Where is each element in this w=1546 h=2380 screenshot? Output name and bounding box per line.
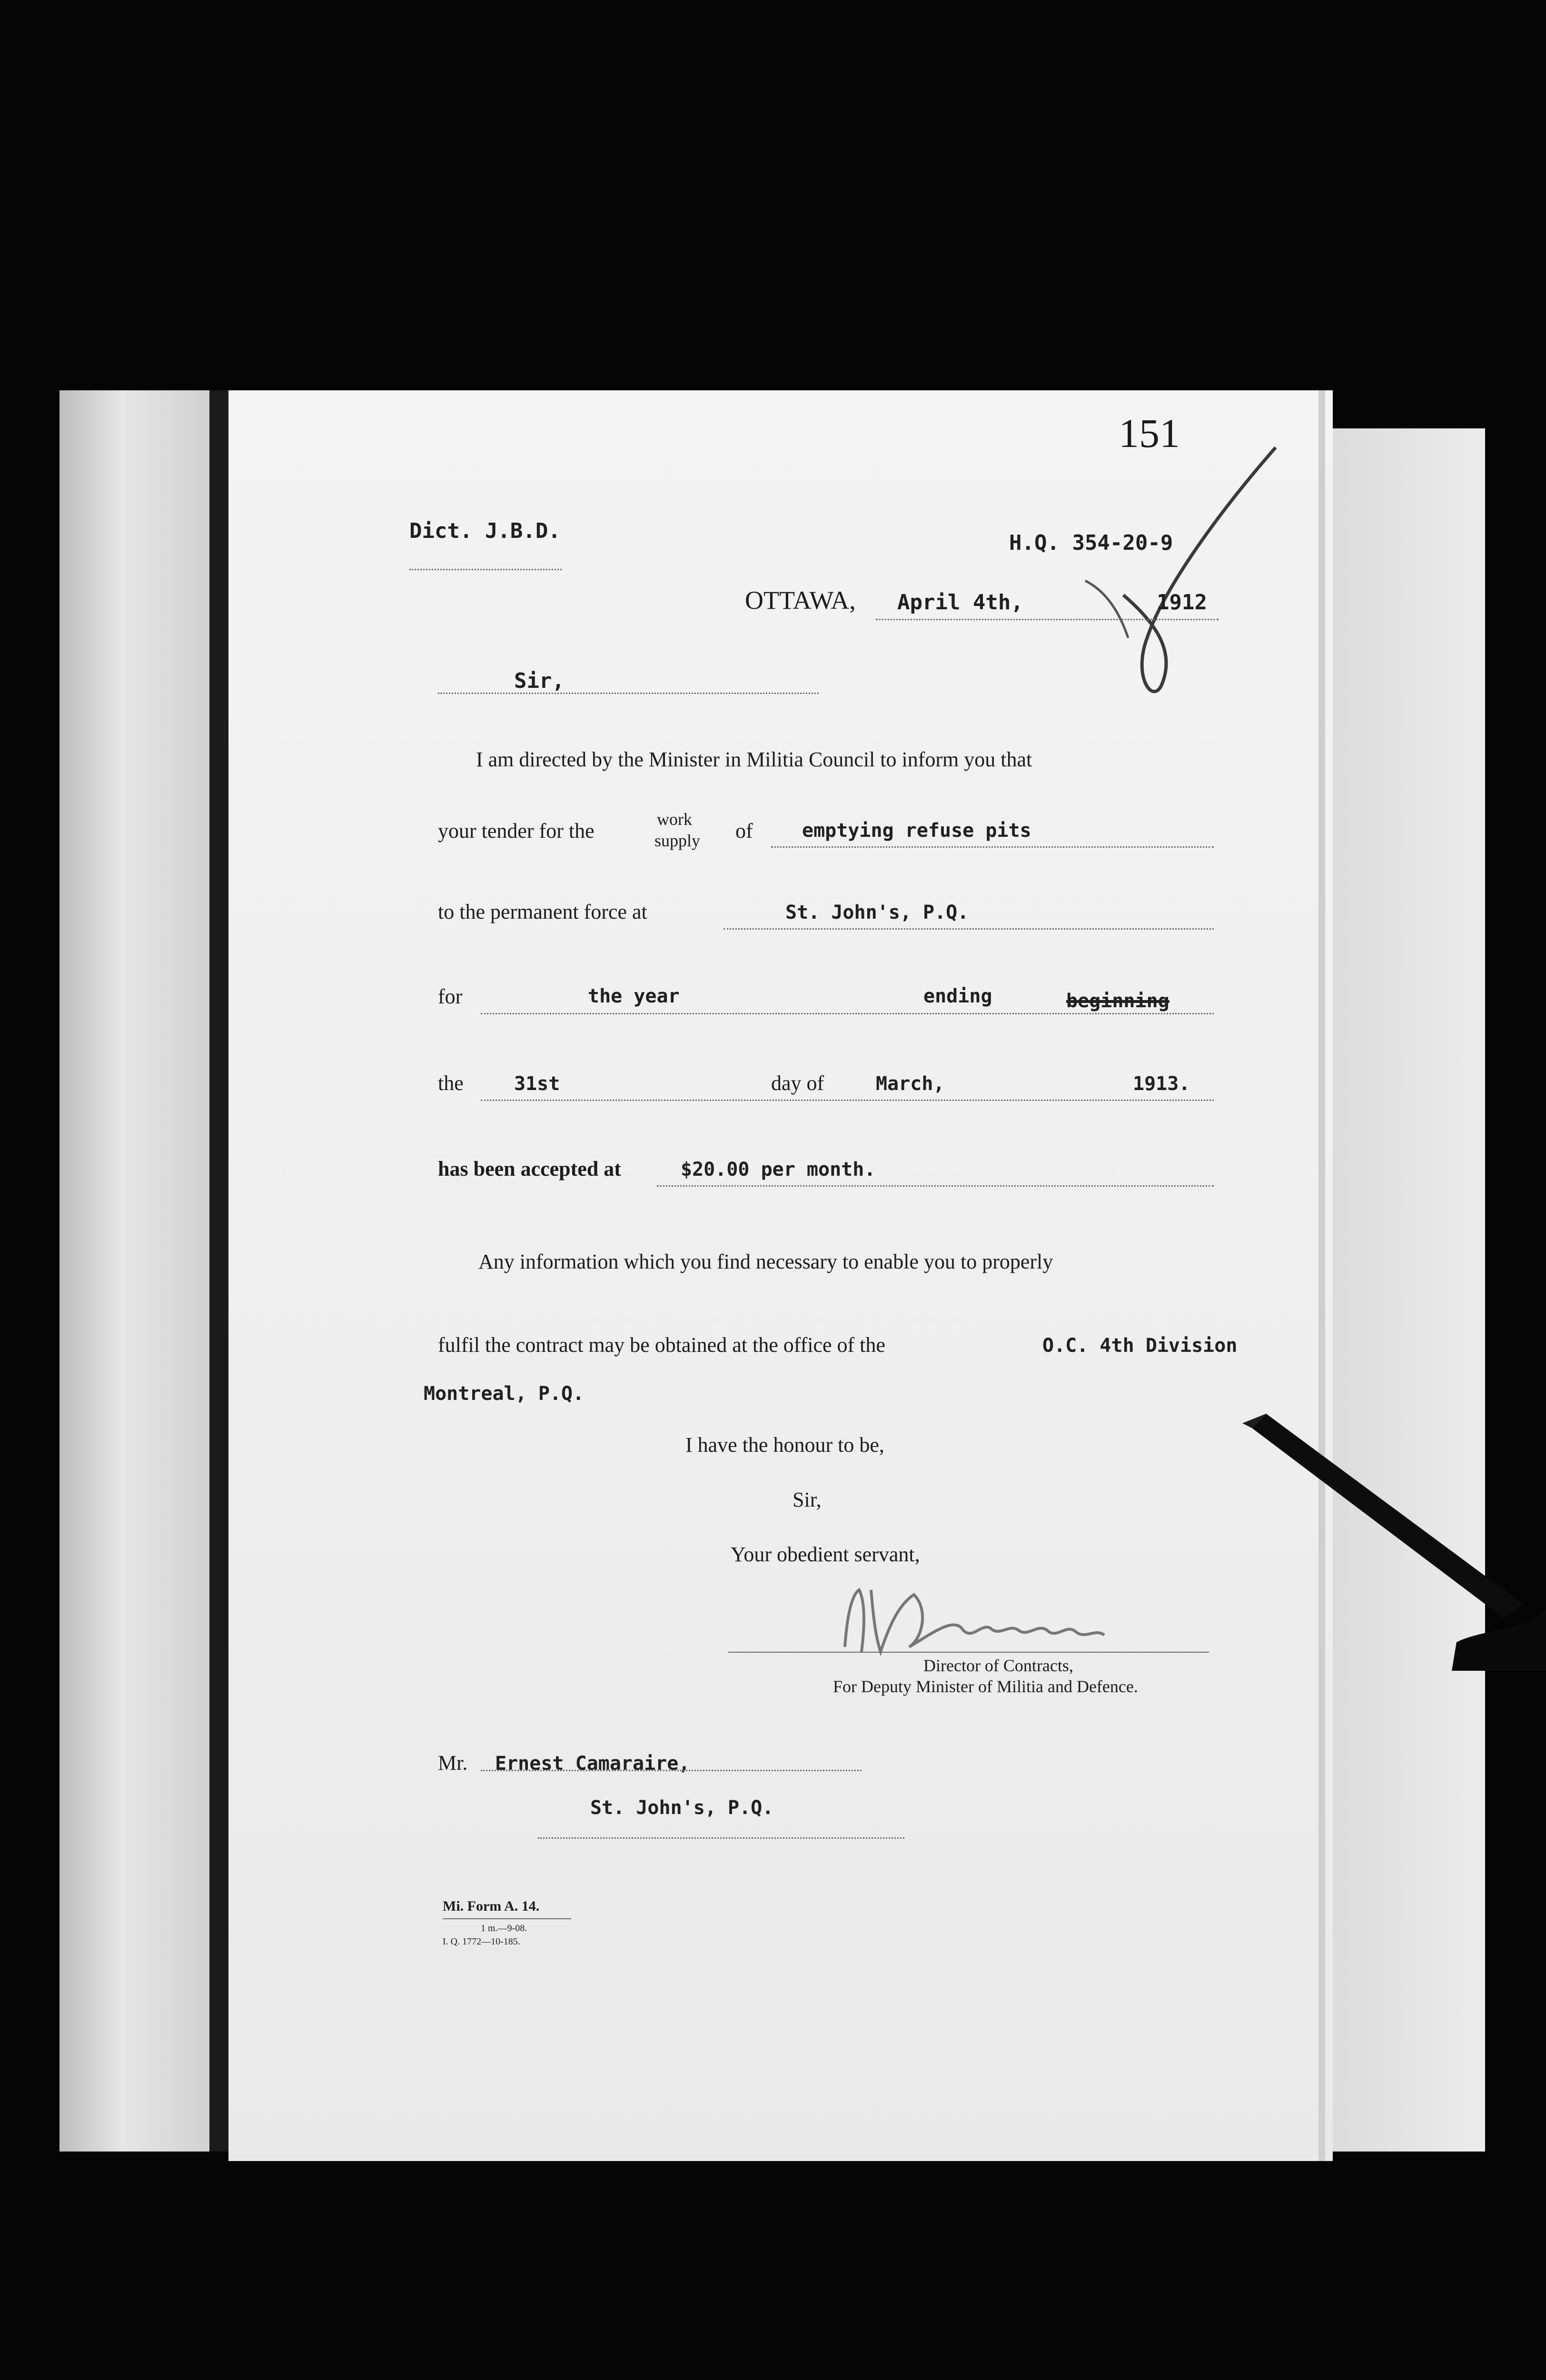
form-print-run: 1 m.—9-08.	[481, 1923, 527, 1934]
letter-year: 1912	[1157, 590, 1207, 615]
body-line: Any information which you find necessary to enable you to properly	[478, 1250, 1053, 1273]
office-name: O.C. 4th Division	[1042, 1335, 1238, 1357]
salutation: Sir,	[514, 669, 565, 693]
signer-title: For Deputy Minister of Militia and Defence.	[833, 1677, 1138, 1696]
body-line: for	[438, 985, 463, 1008]
pen-object	[1238, 1404, 1546, 1671]
end-day: 31st	[514, 1073, 560, 1095]
page-edge	[1318, 390, 1325, 2161]
letter-date: April 4th,	[897, 590, 1023, 615]
option-supply: supply	[654, 831, 701, 850]
body-line: day of	[771, 1071, 824, 1095]
form-number: Mi. Form A. 14.	[443, 1898, 540, 1914]
body-line: your tender for the	[438, 819, 595, 843]
page-number: 151	[1119, 410, 1180, 456]
body-line: I am directed by the Minister in Militia Council to inform you that	[476, 748, 1032, 771]
accepted-price: $20.00 per month.	[681, 1159, 876, 1180]
addressee-prefix: Mr.	[438, 1751, 468, 1775]
office-city: Montreal, P.Q.	[424, 1383, 585, 1405]
option-work: work	[657, 810, 692, 829]
body-line: the	[438, 1071, 464, 1095]
end-month: March,	[876, 1073, 945, 1095]
handwritten-signature	[838, 1576, 1133, 1656]
contract-ending: ending	[923, 985, 992, 1007]
tender-item: emptying refuse pits	[802, 820, 1031, 842]
place-label: OTTAWA,	[745, 586, 856, 615]
addressee-name: Ernest Camaraire,	[495, 1753, 690, 1775]
body-line: of	[735, 819, 753, 843]
binding-shadow	[209, 390, 228, 2152]
closing-line: Sir,	[793, 1488, 822, 1511]
closing-line: I have the honour to be,	[685, 1433, 884, 1457]
file-reference: H.Q. 354-20-9	[1009, 531, 1173, 555]
back-page	[1309, 428, 1485, 2152]
station-location: St. John's, P.Q.	[785, 902, 969, 923]
left-page-strip	[59, 390, 217, 2152]
struck-beginning: beginning	[1066, 990, 1169, 1012]
signer-title: Director of Contracts,	[923, 1656, 1073, 1675]
body-line: fulfil the contract may be obtained at the office of the	[438, 1333, 885, 1357]
closing-line: Your obedient servant,	[731, 1543, 920, 1566]
pencil-checkmark	[1066, 438, 1304, 724]
body-line: to the permanent force at	[438, 900, 647, 923]
addressee-place: St. John's, P.Q.	[590, 1797, 774, 1819]
form-print-code: I. Q. 1772—10-185.	[443, 1936, 520, 1947]
body-line: has been accepted at	[438, 1157, 621, 1180]
end-year: 1913.	[1133, 1073, 1190, 1095]
contract-period: the year	[588, 985, 680, 1007]
dictation-reference: Dict. J.B.D.	[409, 519, 561, 543]
